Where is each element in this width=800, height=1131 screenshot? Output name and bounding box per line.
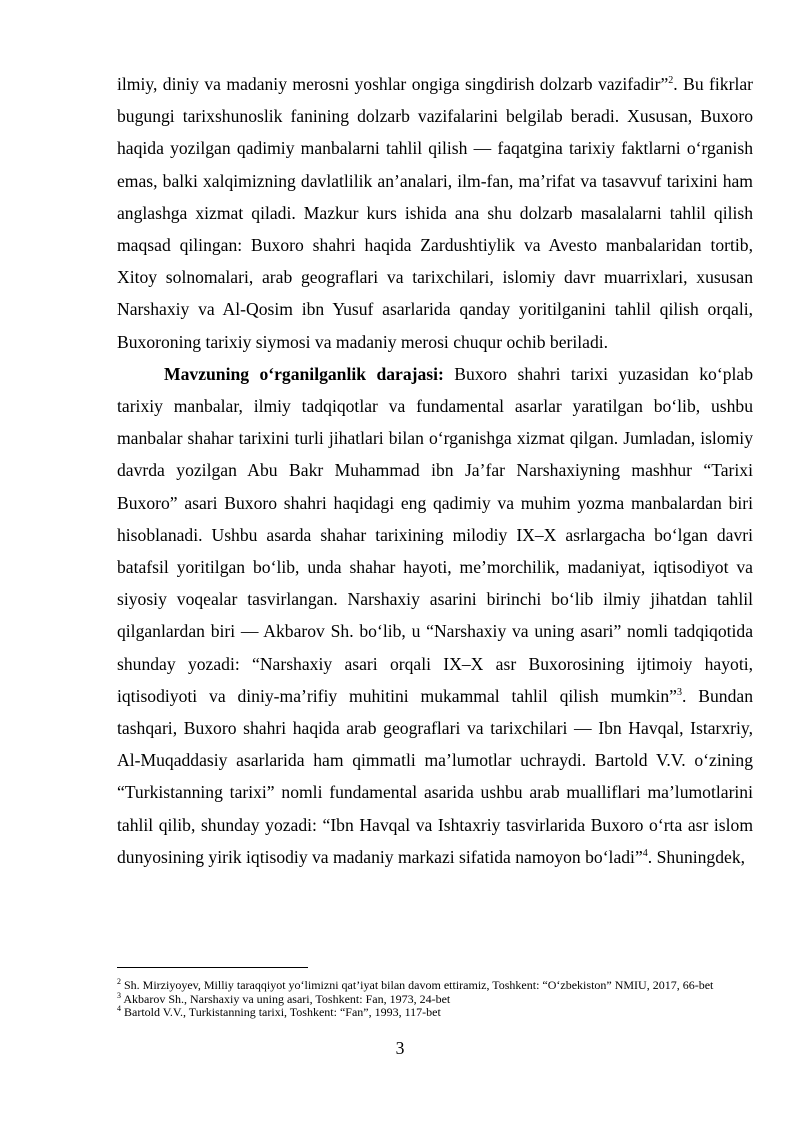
paragraph-text: . Shuningdek, (647, 846, 746, 867)
footnote-ref[interactable]: 3 (677, 687, 682, 698)
paragraph (117, 358, 753, 873)
section-heading: Mavzuning o‘rganilganlik darajasi: (164, 363, 444, 384)
footnote-mark: 3 (117, 990, 121, 1000)
paragraph-text: . Bu fikrlar bugungi tarixshunoslik fanining dolzarb vazifalarini belgilab beradi. Xususan, Buxoro haqida yozilgan qadimiy manbalarni tahlil qilish — faqatgina tarixiy faktlarni o‘rganish emas, balki xalqimizning davlatlilik an’analari, ilm-fan, ma’rifat va tasavvuf tarixini ham anglashga xizmat qiladi. Mazkur kurs ishida ana shu dolzarb masalalarni tahlil qilish maqsad qilingan: Buxoro shahri haqida Zardushtiylik va Avesto manbalaridan tortib, Xitoy solnomalari, arab geograflari va tarixchilari, islomiy davr muarrixlari, xususan Narshaxiy va Al-Qosim ibn Yusuf asarlarida qanday yoritilganini tahlil qilish orqali, Buxoroning tarixiy siymosi va madaniy merosi chuqur ochib beriladi. (117, 74, 754, 352)
paragraph-text: Buxoro shahri tarixi yuzasidan ko‘plab tarixiy manbalar, ilmiy tadqiqotlar va fundamental asarlar yaratilgan bo‘lib, ushbu manbalar shahar tarixini turli jihatlari bilan o‘rganishga xizmat qilgan. Jumladan, islomiy davrda yozilgan Abu Bakr Muhammad ibn Ja’far Narshaxiyning mashhur “Tarixi Buxoro” asari Buxoro shahri haqidagi eng qadimiy va muhim yozma manbalardan biri hisoblanadi. Ushbu asarda shahar tarixining milodiy IX–X asrlargacha bo‘lgan davri batafsil yoritilgan bo‘lib, unda shahar hayoti, me’morchilik, madaniyat, iqtisodiyot va siyosiy voqealar tasvirlangan. Narshaxiy asarini birinchi bo‘lib ilmiy jihatdan tahlil qilganlardan biri — Akbarov Sh. bo‘lib, u “Narshaxiy va uning asari” nomli tadqiqotida shunday yozadi: “Narshaxiy asari orqali IX–X asr Buxorosining ijtimoiy hayoti, iqtisodiyoti va diniy-ma’rifiy muhitini mukammal tahlil qilish mumkin” (117, 363, 753, 706)
body-text (117, 68, 753, 873)
footnote-ref[interactable]: 2 (668, 75, 674, 87)
footnotes (117, 979, 753, 1020)
footnote-text: Bartold V.V., Turkistanning tarixi, Toshkent: “Fan”, 1993, 117-bet (121, 1005, 441, 1020)
footnote (117, 979, 753, 993)
paragraph-text: ilmiy, diniy va madaniy merosni yoshlar ongiga singdirish dolzarb vazifadir” (117, 74, 669, 94)
footnote-divider (117, 967, 308, 968)
footnote (117, 1006, 753, 1020)
paragraph-text: . Bundan tashqari, Buxoro shahri haqida arab geograflari va tarixchilari — Ibn Havqal, Istarxriy, Al-Muqaddasiy asarlarida ham qimmatli ma’lumotlar uchraydi. Bartold V.V. o‘zining “Turkistanning tarixi” nomli fundamental asarida ushbu arab mualliflari ma’lumotlarini tahlil qilib, shunday yozadi: “Ibn Havqal va Ishtaxriy tasvirlarida Buxoro o‘rta asr islom dunyosining yirik iqtisodiy va madaniy markazi sifatida namoyon bo‘ladi” (117, 685, 753, 867)
page-number: 3 (395, 1038, 405, 1058)
footnote-text: Sh. Mirziyoyev, Milliy taraqqiyot yo‘limizni qat’iyat bilan davom ettiramiz, Toshkent: “O‘zbekiston” NMIU, 2017, 66-bet (121, 978, 714, 992)
footnote-text: Akbarov Sh., Narshaxiy va uning asari, Toshkent: Fan, 1973, 24-bet (121, 991, 451, 1006)
footnote-mark: 2 (117, 977, 121, 986)
footnote-mark: 4 (117, 1004, 121, 1014)
paragraph (117, 68, 753, 358)
footnote-ref[interactable]: 4 (642, 848, 648, 860)
